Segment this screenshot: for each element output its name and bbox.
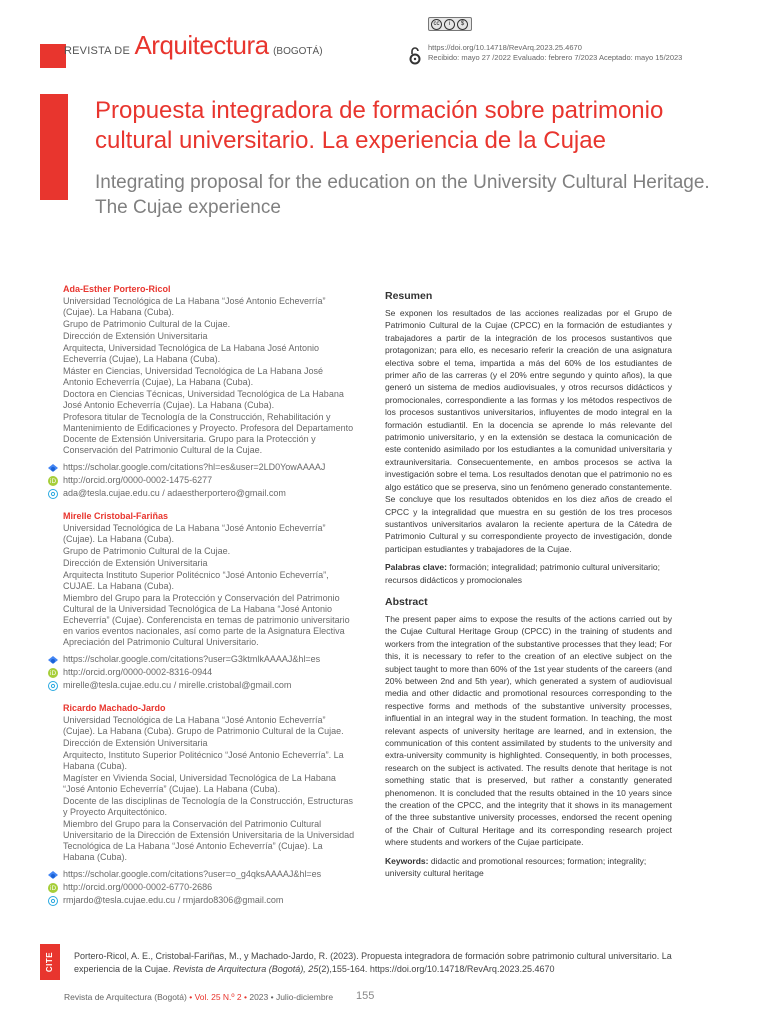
affiliation: Universidad Tecnológica de La Habana “José Antonio Echeverría” (Cujae). La Habana (Cuba). Grupo de Patrimonio Cultural de la Cujae. <box>63 715 344 736</box>
cc-icon: cc <box>431 19 442 30</box>
masthead-title: Arquitectura <box>134 30 269 60</box>
affiliation: Grupo de Patrimonio Cultural de la Cujae. <box>63 319 231 329</box>
citation-rest[interactable]: (2),155-164. https://doi.org/10.14718/RevArq.2023.25.4670 <box>318 964 555 974</box>
svg-text:iD: iD <box>49 478 57 486</box>
orcid-link[interactable]: iD http://orcid.org/0000-0002-1475-6277 <box>49 475 213 486</box>
orcid-link[interactable]: iD http://orcid.org/0000-0002-8316-0944 <box>49 667 213 678</box>
title-red-bar <box>40 94 68 200</box>
by-icon: i <box>444 19 455 30</box>
affiliation: Universidad Tecnológica de La Habana “José Antonio Echeverría” (Cujae). La Habana (Cuba). <box>63 523 326 544</box>
open-access-icon <box>408 46 422 66</box>
affiliation: Arquitecta Instituto Superior Politécnico “José Antonio Echeverría”, CUJAE. La Habana (Cuba). <box>63 570 329 591</box>
affiliation: Arquitecto, Instituto Superior Politécnico “José Antonio Echeverría”. La Habana (Cuba). <box>63 750 344 771</box>
author-name: Ricardo Machado-Jardo <box>63 703 166 713</box>
author-name: Mirelle Cristobal-Fariñas <box>63 511 169 521</box>
scholar-link[interactable]: https://scholar.google.com/citations?user=G3ktmlkAAAAJ&hl=es <box>63 654 355 665</box>
doi-link[interactable]: https://doi.org/10.14718/RevArq.2023.25.4670 <box>428 43 582 52</box>
abstract-heading: Abstract <box>385 595 428 608</box>
google-scholar-icon <box>48 655 58 665</box>
summary-column <box>385 290 672 889</box>
email-icon <box>48 681 58 691</box>
masthead-city: (BOGOTÁ) <box>273 46 323 57</box>
page-footer: Revista de Arquitectura (Bogotá) • Vol. 25 N.º 2 • 2023 • Julio-diciembre <box>64 992 334 1002</box>
header-red-block <box>40 44 66 68</box>
affiliation: Grupo de Patrimonio Cultural de la Cujae. <box>63 546 231 556</box>
orcid-icon <box>48 883 58 893</box>
abstract-keywords <box>385 855 672 880</box>
email-icon <box>48 489 58 499</box>
svg-text:iD: iD <box>49 670 57 678</box>
journal-masthead <box>64 30 364 64</box>
orcid-link[interactable]: iD http://orcid.org/0000-0002-6770-2686 <box>49 882 213 893</box>
affiliation: Dirección de Extensión Universitaria <box>63 738 208 748</box>
affiliation: Arquitecta, Universidad Tecnológica de La Habana José Antonio Echeverría (Cujae), La Habana (Cuba). <box>63 343 320 364</box>
orcid-icon <box>48 668 58 678</box>
email-link[interactable]: rmjardo@tesla.cujae.edu.cu / rmjardo8306@gmail.com <box>63 895 355 906</box>
affiliation: Miembro del Grupo para la Conservación del Patrimonio Cultural Universitario de la Dirección de Extensión Universitaria de la Universidad Tecnológica de La Habana “José Antonio Echeverría” (Cujae). La Habana (Cuba). <box>63 819 355 862</box>
footer-journal: Revista de Arquitectura (Bogotá) <box>64 992 187 1002</box>
nc-icon: $ <box>457 19 468 30</box>
affiliation: Magíster en Vivienda Social, Universidad Tecnológica de La Habana “José Antonio Echeverría” (Cujae). La Habana (Cuba). <box>63 773 336 794</box>
email-icon <box>48 896 58 906</box>
resumen-text: Se exponen los resultados de las acciones realizadas por el Grupo de Patrimonio Cultural de la Cujae (CPCC) en la formación de estudiantes y trabajadores a partir de la integración de los procesos sustantivos que protagonizan; para ello, es necesario referir la creación de una asignatura electiva sobre el tema, impartida a más del 60% de los estudiantes de primer año de las carreras (y el 20% entre segundo y quinto años), la que generó un sistema de medios audiovisuales, y otros recursos didácticos y promocionales, correspondiente a las formas y los métodos respectivos de los procesos sustantivos universitarios, influyentes de modo integral en la formación estudiantil. En la docencia se aprende lo más relevante del patrimonio universitario, y en la extensión se destaca la comunicación de este contenido asimilado por los estudiantes a la comunidad universitaria y extrauniversitaria. Consecuentemente, en ambos procesos se activa la investigación sobre el tema. Los resultados denotan que el patrimonio no es algo estático que se preserva, sino un fenómeno generado constantemente. Se concluye que los resultados obtenidos en los diez años de creado el CPCC y la integralidad que muestra en su gestión de los tres procesos sustantivos universitarios avalaron la reciente apertura de la Cátedra de Patrimonio Cultural y su correspondiente proyecto de investigación, donde participan estudiantes y trabajadores de la Cujae. <box>385 308 672 554</box>
keywords-label: Palabras clave: <box>385 562 447 573</box>
affiliation: Miembro del Grupo para la Protección y Conservación del Patrimonio Cultural de la Universidad Tecnológica de La Habana “José Antonio Echeverría” (Cujae). Conferencista en temas de patrimonio universitario en varios eventos nacionales, así como parte de la Asignatura Electiva Apreciación del Patrimonio Cultural Universitario. <box>63 593 350 647</box>
resumen-heading: Resumen <box>385 290 433 302</box>
svg-text:iD: iD <box>49 885 57 893</box>
abstract-text: The present paper aims to expose the results of the actions carried out by the Cujae Cultural Heritage Group (CPCC) in the training of students and workers from the integration of the substantive processes that they lead; For this, it is necessary to refer to the creation of an elective subject on the subject taught to more than 60% of the 1st year students of the careers (and 20% between 2nd and 5th year), which generated a system of audiovisual media and other didactic and promotional resources corresponding to the respective forms and methods of the substantive university processes, influential in an integral way in the student formation. In teaching, the most relevant aspects of university heritage are learned, and in extension, the communication of this content assimilated by students to the university and extra-university community is highlighted. Consequently, in both processes, research on the subject is activated. The results denote that heritage is not something static that is preserved, but rather a constantly generated phenomenon. It is concluded that the results obtained in the 10 years since the creation of the CPCC, and the integrity that it shows in its management of the three substantive university processes, endorsed the recent opening of the Chair of Cultural Heritage and its corresponding research project where students and workers of the Cujae participate. <box>385 613 672 848</box>
author-block <box>49 703 355 906</box>
title-spanish: Propuesta integradora de formación sobre patrimonio cultural universitario. La experiencia de la Cujae <box>95 97 664 154</box>
citation-journal: Revista de Arquitectura (Bogotá), 25 <box>173 964 319 974</box>
masthead-prefix: REVISTA DE <box>64 45 130 57</box>
affiliation: Universidad Tecnológica de La Habana “José Antonio Echeverría” (Cujae). La Habana (Cuba). <box>63 296 326 317</box>
email-link[interactable]: ada@tesla.cujae.edu.cu / adaestherportero@gmail.com <box>63 488 355 499</box>
orcid-icon <box>48 476 58 486</box>
citation <box>74 950 694 976</box>
affiliation: Profesora titular de Tecnología de la Construcción, Rehabilitación y Mantenimiento de Edificaciones y Proyecto. Profesora del Departamento Docente de Extensión Universitaria. Grupo para la Protección y Conservación del Patrimonio Cultural de la Cujae. <box>63 412 354 455</box>
affiliation: Docente de las disciplinas de Tecnología de la Construcción, Estructuras y Proyecto Arquitectónico. <box>63 796 353 817</box>
affiliation: Dirección de Extensión Universitaria <box>63 331 208 341</box>
author-block <box>49 284 355 499</box>
scholar-link[interactable]: https://scholar.google.com/citations?user=o_g4qksAAAAJ&hl=es <box>63 869 355 880</box>
title-english: Integrating proposal for the education on the University Cultural Heritage. The Cujae experience <box>95 172 710 218</box>
email-link[interactable]: mirelle@tesla.cujae.edu.cu / mirelle.cristobal@gmail.com <box>63 680 355 691</box>
google-scholar-icon <box>48 870 58 880</box>
affiliation: Máster en Ciencias, Universidad Tecnológica de La Habana José Antonio Echeverría (Cujae), La Habana (Cuba). <box>63 366 323 387</box>
scholar-link[interactable]: https://scholar.google.com/citations?hl=es&user=2LD0YowAAAAJ <box>63 462 355 473</box>
keywords-value: didactic and promotional resources; formation; integrality; university cultural heritage <box>385 855 647 879</box>
cite-label: CITE <box>45 951 54 973</box>
cc-license-icon[interactable] <box>428 17 472 31</box>
keywords-value: formación; integralidad; patrimonio cultural universitario; recursos didácticos y promocionales <box>385 562 660 585</box>
keywords-label: Keywords: <box>385 855 429 866</box>
author-block <box>49 511 355 691</box>
affiliation: Dirección de Extensión Universitaria <box>63 558 208 568</box>
google-scholar-icon <box>48 463 58 473</box>
footer-period: 2023 • Julio-diciembre <box>249 992 334 1002</box>
footer-volume: Vol. 25 N.º 2 <box>194 992 242 1002</box>
page-number: 155 <box>356 990 375 1002</box>
review-dates: Recibido: mayo 27 /2022 Evaluado: febrero 7/2023 Aceptado: mayo 15/2023 <box>428 53 683 62</box>
author-name: Ada-Esther Portero-Ricol <box>63 284 171 294</box>
affiliation: Doctora en Ciencias Técnicas, Universidad Tecnológica de La Habana José Antonio Echeverría (Cujae). La Habana (Cuba). <box>63 389 344 410</box>
resumen-keywords <box>385 561 672 586</box>
doi-dates-block <box>428 43 688 63</box>
citation-authors: Portero-Ricol, A. E., Cristobal-Fariñas, M., y Machado-Jardo, R. (2023). Propuesta integradora de formación sobre patrimonio cultural universitario. La experiencia de la Cujae. <box>74 951 672 974</box>
authors-column <box>49 284 355 918</box>
